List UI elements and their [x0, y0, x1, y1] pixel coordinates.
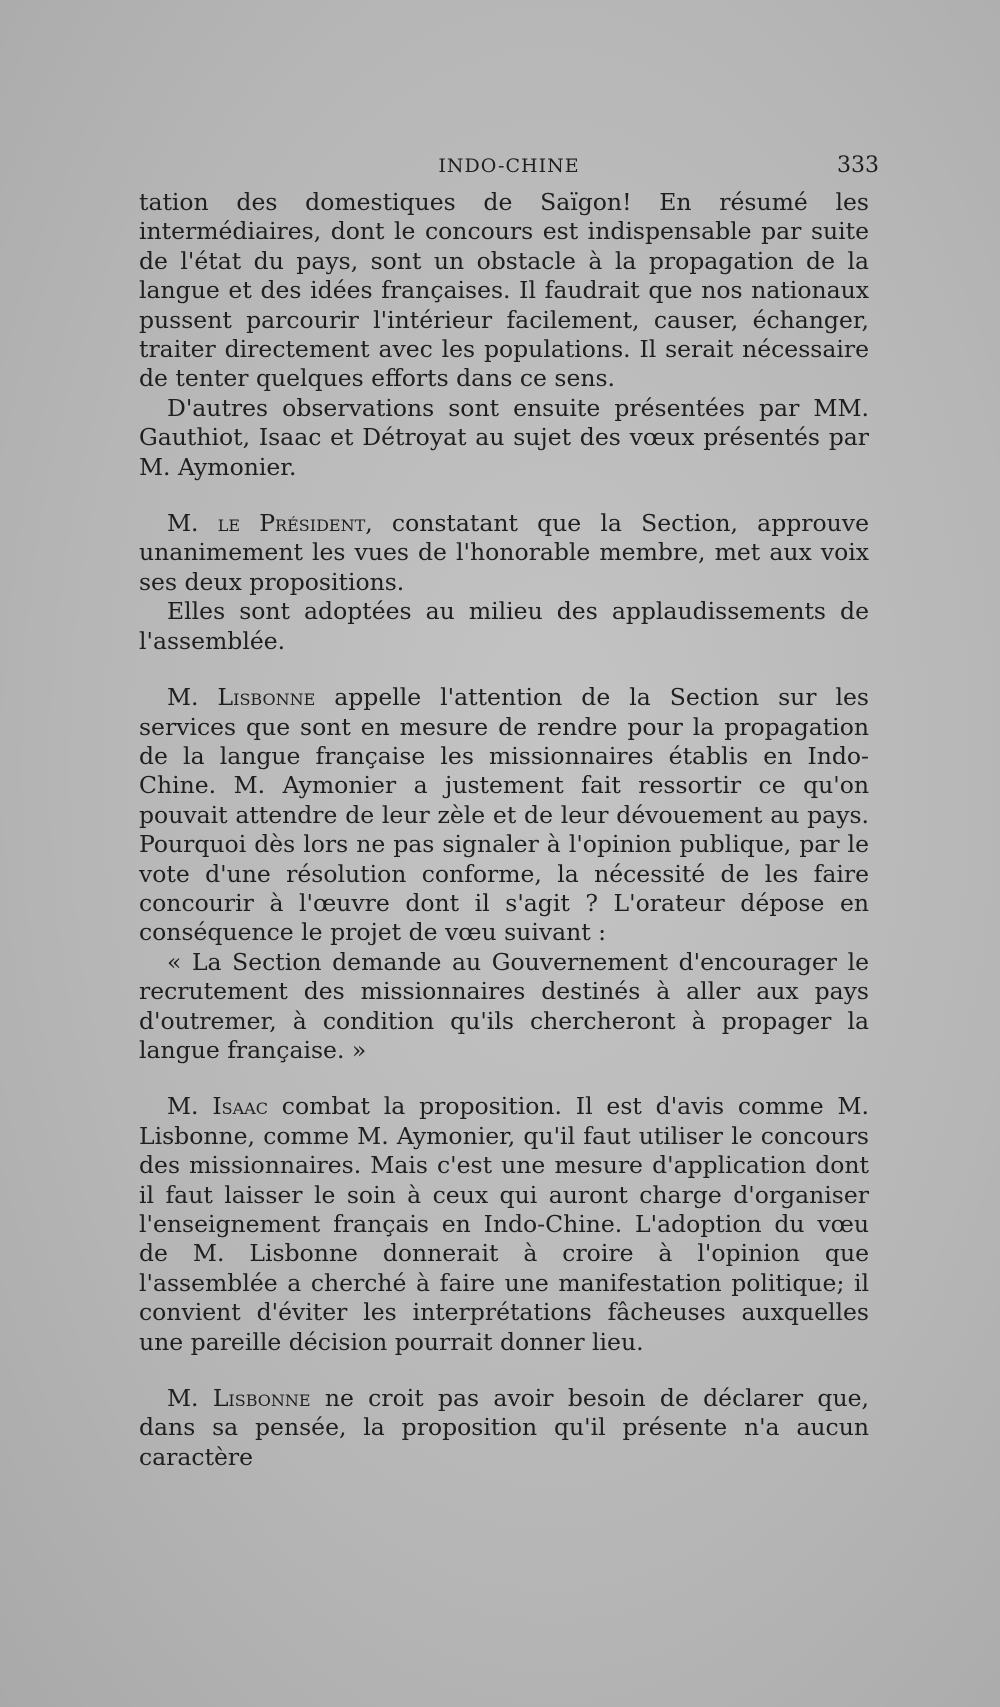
paragraph-7-text: combat la proposition. Il est d'avis comme M. Lisbonne, comme M. Aymonier, qu'il faut utiliser le concours des missionnaires. Mais c'est une mesure d'application dont il faut laisser le soin à ceux qui auront charge d'organiser l'enseignement français en Indo-Chine. L'adoption du vœu de M. Lisbonne donnerait à croire à l'opinion que l'assemblée a cherché à faire une manifestation politique; il convient d'éviter les interprétations fâcheuses auxquelles une pareille décision pourrait donner lieu.	[139, 1092, 869, 1356]
speaker-prefix: M.	[167, 1384, 199, 1413]
speaker-prefix: M.	[167, 509, 199, 538]
paragraph-5-text: appelle l'attention de la Section sur les services que sont en mesure de rendre pour la propagation de la langue française les missionnaires établis en Indo-Chine. M. Aymonier a justement fait ressortir ce qu'on pouvait attendre de leur zèle et de leur dévouement au pays. Pourquoi dès lors ne pas signaler à l'opinion publique, par le vote d'une résolution conforme, la nécessité de les faire concourir à l'œuvre dont il s'agit ? L'orateur dépose en conséquence le projet de vœu suivant :	[139, 683, 869, 947]
speaker-prefix: M.	[167, 1092, 199, 1121]
speaker-name: Isaac	[212, 1092, 268, 1121]
body-text	[139, 188, 869, 1472]
paragraph-4: Elles sont adoptées au milieu des applaudissements de l'assemblée.	[139, 597, 869, 655]
running-head	[139, 153, 879, 183]
speaker-name: Lisbonne	[212, 1384, 311, 1413]
paragraph-3-text: , constatant que la Section, approuve unanimement les vues de l'honorable membre, met aux voix ses deux propositions.	[139, 509, 869, 596]
paragraph-3	[139, 509, 869, 597]
paragraph-1: tation des domestiques de Saïgon! En résumé les intermédiaires, dont le concours est indispensable par suite de l'état du pays, sont un obstacle à la propagation de la langue et des idées françaises. Il faudrait que nos nationaux pussent parcourir l'intérieur facilement, causer, échanger, traiter directement avec les populations. Il serait nécessaire de tenter quelques efforts dans ce sens.	[139, 188, 869, 393]
speaker-name: Lisbonne	[217, 683, 316, 712]
page-number: 333	[837, 153, 879, 178]
paragraph-2: D'autres observations sont ensuite présentées par MM. Gauthiot, Isaac et Détroyat au sujet des vœux présentés par M. Aymonier.	[139, 393, 869, 481]
paragraph-6-quote: « La Section demande au Gouvernement d'encourager le recrutement des missionnaires destinés à aller aux pays d'outremer, à condition qu'ils chercheront à propager la langue française. »	[139, 947, 869, 1064]
speaker-prefix: M.	[167, 683, 199, 712]
speaker-name: le Président	[217, 509, 366, 538]
paragraph-7	[139, 1092, 869, 1357]
paragraph-8	[139, 1384, 869, 1472]
paragraph-5	[139, 683, 869, 948]
running-title: INDO-CHINE	[438, 155, 580, 177]
paragraph-8-text: ne croit pas avoir besoin de déclarer que, dans sa pensée, la proposition qu'il présente n'a aucun caractère	[139, 1384, 869, 1471]
